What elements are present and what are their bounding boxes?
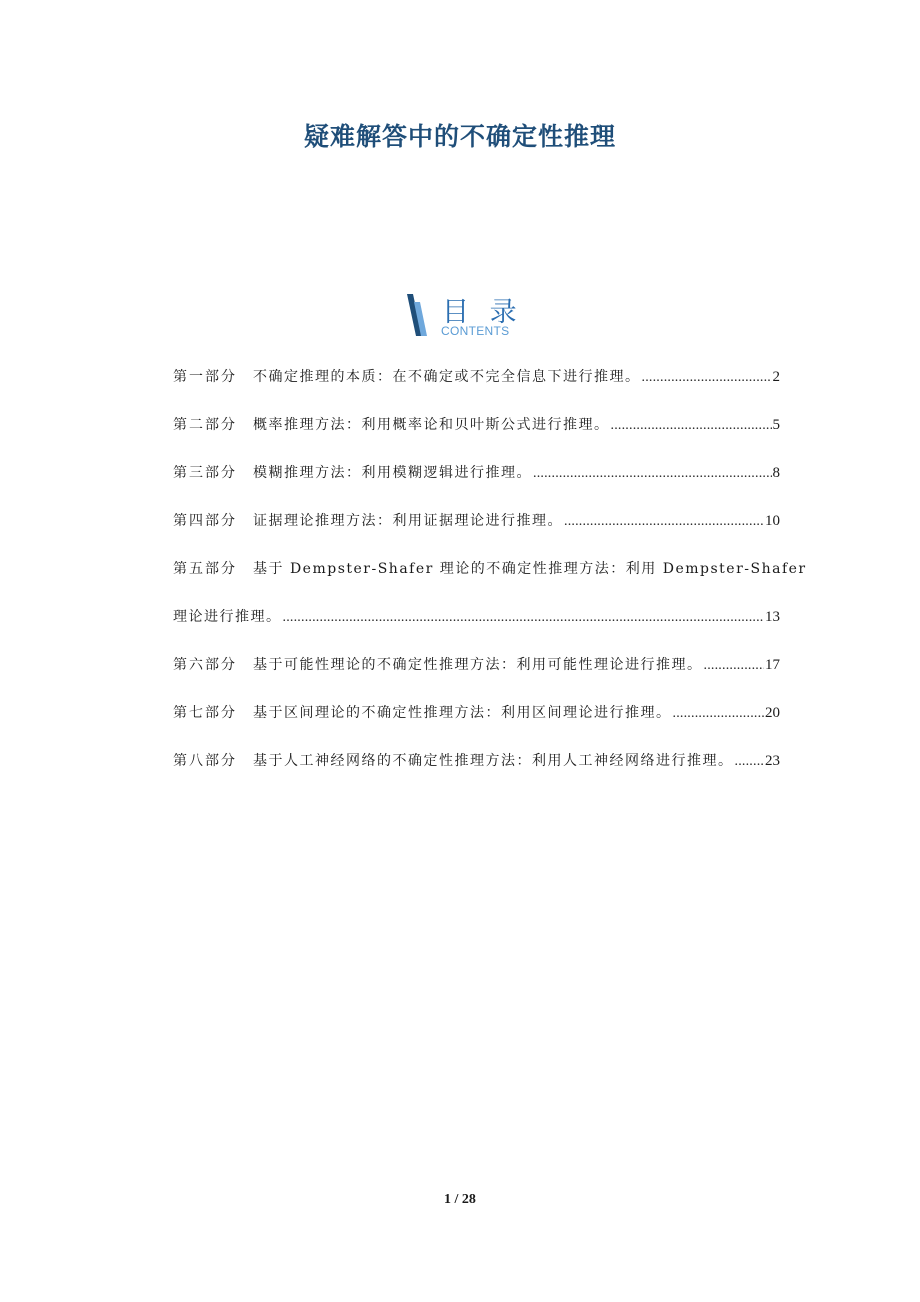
toc-entry-text: 概率推理方法：利用概率论和贝叶斯公式进行推理。 [253, 417, 610, 433]
dot-leader [642, 366, 772, 390]
dot-leader [673, 702, 765, 726]
toc-entry-5[interactable] [173, 557, 807, 629]
toc-entry-text: 基于人工神经网络的不确定性推理方法：利用人工神经网络进行推理。 [253, 753, 734, 769]
dot-leader [611, 414, 772, 438]
toc-entry-text: 证据理论推理方法：利用证据理论进行推理。 [253, 513, 563, 529]
toc-entry-text: 模糊推理方法：利用模糊逻辑进行推理。 [253, 465, 532, 481]
toc-entry-7[interactable] [173, 701, 780, 725]
toc-entry-line [173, 605, 780, 629]
toc-subtitle: CONTENTS [441, 324, 510, 338]
toc-entry-6[interactable] [173, 653, 780, 677]
dot-leader [533, 462, 772, 486]
toc-entry-page: 13 [765, 609, 780, 625]
toc-entry-2[interactable] [173, 413, 780, 437]
toc-entry-line [173, 557, 807, 581]
dot-leader [283, 606, 765, 630]
toc-entry-page: 23 [765, 753, 780, 769]
toc-entry-3[interactable] [173, 461, 780, 485]
toc-entry-page: 17 [765, 657, 780, 673]
toc-entry-page: 2 [772, 369, 780, 385]
toc-entry-8[interactable] [173, 749, 780, 773]
toc-entry-part: 第三部分 [173, 465, 237, 481]
toc-bookmark-icon [404, 294, 430, 336]
page-number-footer: 1 / 28 [444, 1192, 476, 1207]
toc-entry-part: 第六部分 [173, 657, 237, 673]
toc-entry-part: 第四部分 [173, 513, 237, 529]
document-title: 疑难解答中的不确定性推理 [303, 122, 616, 151]
toc-entry-1[interactable] [173, 365, 780, 389]
dot-leader [564, 510, 764, 534]
toc-entry-page: 20 [765, 705, 780, 721]
toc-entry-page: 8 [772, 465, 780, 481]
toc-entry-page: 5 [772, 417, 780, 433]
toc-entry-text-continued: 理论进行推理。 [173, 609, 282, 625]
dot-leader [704, 654, 765, 678]
toc-entry-part: 第七部分 [173, 705, 237, 721]
dot-leader [735, 750, 765, 774]
toc-list [173, 365, 807, 797]
toc-entry-text: 不确定推理的本质：在不确定或不完全信息下进行推理。 [253, 369, 641, 385]
toc-entry-text: 基于可能性理论的不确定性推理方法：利用可能性理论进行推理。 [253, 657, 703, 673]
toc-entry-text: 基于区间理论的不确定性推理方法：利用区间理论进行推理。 [253, 705, 672, 721]
toc-entry-part: 第八部分 [173, 753, 237, 769]
toc-entry-part: 第一部分 [173, 369, 237, 385]
toc-entry-4[interactable] [173, 509, 780, 533]
toc-entry-page: 10 [765, 513, 780, 529]
toc-header [404, 292, 534, 342]
toc-entry-part: 第五部分 [173, 561, 237, 577]
toc-entry-part: 第二部分 [173, 417, 237, 433]
toc-entry-text: 基于 Dempster-Shafer 理论的不确定性推理方法：利用 Dempster-Shafer [253, 561, 807, 577]
toc-title: 目 录 [442, 297, 523, 328]
